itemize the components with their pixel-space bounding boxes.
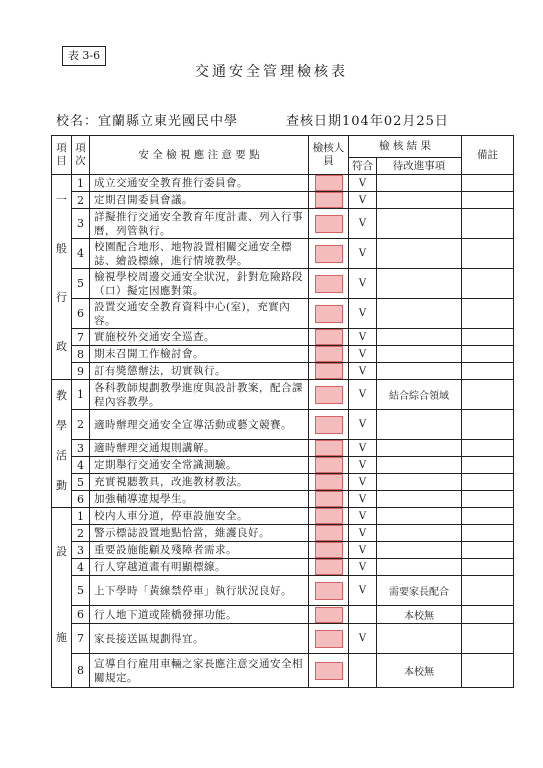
- remarks-cell: [462, 380, 514, 410]
- remarks-cell: [462, 606, 514, 624]
- item-text: 實施校外交通安全巡查。: [90, 329, 309, 346]
- inspector-seal-stamp: [315, 662, 343, 680]
- remarks-cell: [462, 559, 514, 576]
- improvement-note: [377, 624, 462, 654]
- item-text: 各科教師規劃教學進度與設計教案，配合課程內容教學。: [90, 380, 309, 410]
- inspector-seal-stamp: [315, 386, 343, 404]
- table-row: [52, 624, 514, 654]
- remarks-cell: [462, 192, 514, 209]
- header-category: 項目: [52, 136, 72, 175]
- improvement-note: [377, 329, 462, 346]
- item-number: 5: [72, 576, 90, 606]
- compliant-check: V: [349, 410, 377, 440]
- category-char: 學: [56, 419, 67, 432]
- compliant-check: V: [349, 192, 377, 209]
- remarks-cell: [462, 576, 514, 606]
- remarks-cell: [462, 363, 514, 380]
- item-text: 充實視聽教具，改進教材教法。: [90, 474, 309, 491]
- item-text: 上下學時「黃線禁停車」執行狀況良好。: [90, 576, 309, 606]
- item-number: 6: [72, 491, 90, 508]
- improvement-note: [377, 440, 462, 457]
- improvement-note: 結合綜合領域: [377, 380, 462, 410]
- compliant-check: [349, 606, 377, 624]
- compliant-check: V: [349, 474, 377, 491]
- improvement-note: [377, 491, 462, 508]
- item-text: 重要設施能顧及殘障者需求。: [90, 542, 309, 559]
- inspector-cell: [309, 209, 349, 239]
- remarks-cell: [462, 654, 514, 688]
- improvement-note: [377, 239, 462, 269]
- item-text: 詳擬推行交通安全教育年度計畫、列入行事曆，列管執行。: [90, 209, 309, 239]
- table-row: [52, 192, 514, 209]
- item-text: 檢視學校周邊交通安全狀況，針對危險路段（口）擬定因應對策。: [90, 269, 309, 299]
- table-row: [52, 299, 514, 329]
- category-char: 政: [56, 339, 67, 353]
- item-text: 加強輔導違規學生。: [90, 491, 309, 508]
- compliant-check: V: [349, 209, 377, 239]
- item-text: 行人地下道或陸橋發揮功能。: [90, 606, 309, 624]
- improvement-note: [377, 559, 462, 576]
- compliant-check: V: [349, 508, 377, 525]
- compliant-check: V: [349, 440, 377, 457]
- header-remarks: 備註: [462, 136, 514, 175]
- inspector-cell: [309, 474, 349, 491]
- remarks-cell: [462, 239, 514, 269]
- item-text: 校園配合地形、地物設置相關交通安全標誌、繪設標線，進行情境教學。: [90, 239, 309, 269]
- remarks-cell: [462, 329, 514, 346]
- improvement-note: 本校無: [377, 654, 462, 688]
- inspector-seal-stamp: [315, 275, 343, 293]
- table-row: [52, 363, 514, 380]
- inspector-cell: [309, 525, 349, 542]
- compliant-check: V: [349, 329, 377, 346]
- inspector-seal-stamp: [315, 346, 343, 362]
- improvement-note: [377, 363, 462, 380]
- table-row: [52, 474, 514, 491]
- item-number: 6: [72, 606, 90, 624]
- compliant-check: V: [349, 491, 377, 508]
- item-number: 3: [72, 209, 90, 239]
- compliant-check: V: [349, 624, 377, 654]
- inspector-seal-stamp: [315, 416, 343, 434]
- improvement-note: [377, 508, 462, 525]
- item-number: 3: [72, 440, 90, 457]
- header-inspector: 檢核人員: [309, 136, 349, 175]
- compliant-check: V: [349, 542, 377, 559]
- improvement-note: [377, 457, 462, 474]
- table-row: [52, 346, 514, 363]
- table-row: [52, 525, 514, 542]
- category-char: 般: [56, 242, 67, 256]
- item-number: 1: [72, 508, 90, 525]
- improvement-note: 本校無: [377, 606, 462, 624]
- remarks-cell: [462, 525, 514, 542]
- inspector-cell: [309, 440, 349, 457]
- table-label: 表 3-6: [62, 46, 106, 66]
- header-item: 安 全 檢 視 應 注 意 要 點: [90, 136, 309, 175]
- inspector-cell: [309, 576, 349, 606]
- table-row: [52, 269, 514, 299]
- inspector-cell: [309, 175, 349, 192]
- item-number: 8: [72, 654, 90, 688]
- category-char: 一: [56, 193, 67, 207]
- category-char: 施: [56, 631, 67, 644]
- item-number: 8: [72, 346, 90, 363]
- improvement-note: [377, 192, 462, 209]
- table-row: [52, 508, 514, 525]
- remarks-cell: [462, 440, 514, 457]
- category-char: 行: [56, 290, 67, 304]
- table-row: [52, 654, 514, 688]
- remarks-cell: [462, 491, 514, 508]
- inspector-seal-stamp: [315, 559, 343, 575]
- item-number: 4: [72, 457, 90, 474]
- table-row: [52, 410, 514, 440]
- improvement-note: [377, 525, 462, 542]
- item-text: 成立交通安全教育推行委員會。: [90, 175, 309, 192]
- inspector-seal-stamp: [315, 525, 343, 541]
- inspector-cell: [309, 606, 349, 624]
- inspector-seal-stamp: [315, 440, 343, 456]
- inspector-seal-stamp: [315, 457, 343, 473]
- table-row: [52, 559, 514, 576]
- inspector-seal-stamp: [315, 215, 343, 233]
- inspector-cell: [309, 559, 349, 576]
- item-text: 期末召開工作檢討會。: [90, 346, 309, 363]
- compliant-check: V: [349, 559, 377, 576]
- remarks-cell: [462, 457, 514, 474]
- inspector-seal-stamp: [315, 508, 343, 524]
- school-name: 校名：宜蘭縣立東光國民中學: [56, 114, 239, 129]
- item-number: 2: [72, 410, 90, 440]
- remarks-cell: [462, 209, 514, 239]
- header-compliant: 符合: [349, 158, 377, 175]
- item-number: 4: [72, 239, 90, 269]
- inspector-cell: [309, 457, 349, 474]
- item-text: 設置交通安全教育資料中心(室)，充實內容。: [90, 299, 309, 329]
- item-number: 9: [72, 363, 90, 380]
- table-row: [52, 576, 514, 606]
- compliant-check: [349, 654, 377, 688]
- inspector-cell: [309, 269, 349, 299]
- inspector-cell: [309, 624, 349, 654]
- compliant-check: V: [349, 239, 377, 269]
- compliant-check: V: [349, 269, 377, 299]
- remarks-cell: [462, 542, 514, 559]
- inspector-cell: [309, 299, 349, 329]
- remarks-cell: [462, 269, 514, 299]
- item-text: 適時辦理交通安全宣導活動或藝文競賽。: [90, 410, 309, 440]
- category-cell: [52, 380, 72, 508]
- checklist-table: [51, 135, 514, 688]
- improvement-note: [377, 175, 462, 192]
- header-improve: 待改進事項: [377, 158, 462, 175]
- category-char: 活: [56, 449, 67, 462]
- improvement-note: [377, 542, 462, 559]
- inspector-seal-stamp: [315, 630, 343, 648]
- inspector-cell: [309, 329, 349, 346]
- remarks-cell: [462, 624, 514, 654]
- table-row: [52, 542, 514, 559]
- compliant-check: V: [349, 363, 377, 380]
- compliant-check: V: [349, 576, 377, 606]
- item-text: 定期召開委員會議。: [90, 192, 309, 209]
- header-number: 項次: [72, 136, 90, 175]
- inspector-seal-stamp: [315, 607, 343, 623]
- table-row: [52, 457, 514, 474]
- item-text: 宣導自行雇用車輛之家長應注意交通安全相關規定。: [90, 654, 309, 688]
- category-char: 設: [56, 545, 67, 558]
- remarks-cell: [462, 410, 514, 440]
- inspector-cell: [309, 192, 349, 209]
- item-number: 4: [72, 559, 90, 576]
- item-number: 1: [72, 175, 90, 192]
- remarks-cell: [462, 474, 514, 491]
- item-number: 2: [72, 192, 90, 209]
- item-text: 訂有獎懲辦法，切實執行。: [90, 363, 309, 380]
- inspector-seal-stamp: [315, 474, 343, 490]
- remarks-cell: [462, 299, 514, 329]
- table-row: [52, 239, 514, 269]
- inspector-cell: [309, 654, 349, 688]
- item-number: 3: [72, 542, 90, 559]
- improvement-note: [377, 474, 462, 491]
- category-char: 教: [56, 389, 67, 402]
- item-text: 行人穿越道畫有明顯標線。: [90, 559, 309, 576]
- item-text: 校内人車分道，停車設施安全。: [90, 508, 309, 525]
- item-text: 適時辦理交通規則講解。: [90, 440, 309, 457]
- compliant-check: V: [349, 525, 377, 542]
- inspector-cell: [309, 410, 349, 440]
- item-number: 6: [72, 299, 90, 329]
- header-result: 檢 核 結 果: [349, 136, 462, 158]
- inspector-cell: [309, 239, 349, 269]
- inspector-seal-stamp: [315, 542, 343, 558]
- document-title: 交通安全管理檢核表: [195, 64, 348, 80]
- improvement-note: 需要家長配合: [377, 576, 462, 606]
- inspector-seal-stamp: [315, 175, 343, 191]
- table-row: [52, 380, 514, 410]
- item-text: 定期舉行交通安全常識測驗。: [90, 457, 309, 474]
- compliant-check: V: [349, 346, 377, 363]
- inspector-seal-stamp: [315, 582, 343, 600]
- table-row: [52, 491, 514, 508]
- inspector-cell: [309, 363, 349, 380]
- remarks-cell: [462, 175, 514, 192]
- item-number: 2: [72, 525, 90, 542]
- inspection-date: 查核日期104年02月25日: [286, 114, 449, 129]
- item-number: 7: [72, 624, 90, 654]
- category-char: 動: [56, 479, 67, 492]
- compliant-check: V: [349, 299, 377, 329]
- table-row: [52, 329, 514, 346]
- remarks-cell: [462, 346, 514, 363]
- inspector-cell: [309, 380, 349, 410]
- remarks-cell: [462, 508, 514, 525]
- inspector-seal-stamp: [315, 192, 343, 208]
- table-row: [52, 440, 514, 457]
- inspector-cell: [309, 508, 349, 525]
- inspector-seal-stamp: [315, 245, 343, 263]
- item-text: 家長接送區規劃得宜。: [90, 624, 309, 654]
- item-number: 5: [72, 269, 90, 299]
- inspector-seal-stamp: [315, 329, 343, 345]
- inspector-seal-stamp: [315, 363, 343, 379]
- compliant-check: V: [349, 457, 377, 474]
- category-cell: [52, 508, 72, 688]
- improvement-note: [377, 410, 462, 440]
- inspector-seal-stamp: [315, 491, 343, 507]
- item-number: 1: [72, 380, 90, 410]
- improvement-note: [377, 269, 462, 299]
- inspector-cell: [309, 346, 349, 363]
- improvement-note: [377, 209, 462, 239]
- compliant-check: V: [349, 175, 377, 192]
- item-number: 5: [72, 474, 90, 491]
- item-number: 7: [72, 329, 90, 346]
- inspector-seal-stamp: [315, 305, 343, 323]
- compliant-check: V: [349, 380, 377, 410]
- table-row: [52, 209, 514, 239]
- table-row: [52, 606, 514, 624]
- inspector-cell: [309, 542, 349, 559]
- category-cell: [52, 175, 72, 380]
- table-row: [52, 175, 514, 192]
- inspector-cell: [309, 491, 349, 508]
- item-text: 警示標誌設置地點恰當，維護良好。: [90, 525, 309, 542]
- improvement-note: [377, 346, 462, 363]
- improvement-note: [377, 299, 462, 329]
